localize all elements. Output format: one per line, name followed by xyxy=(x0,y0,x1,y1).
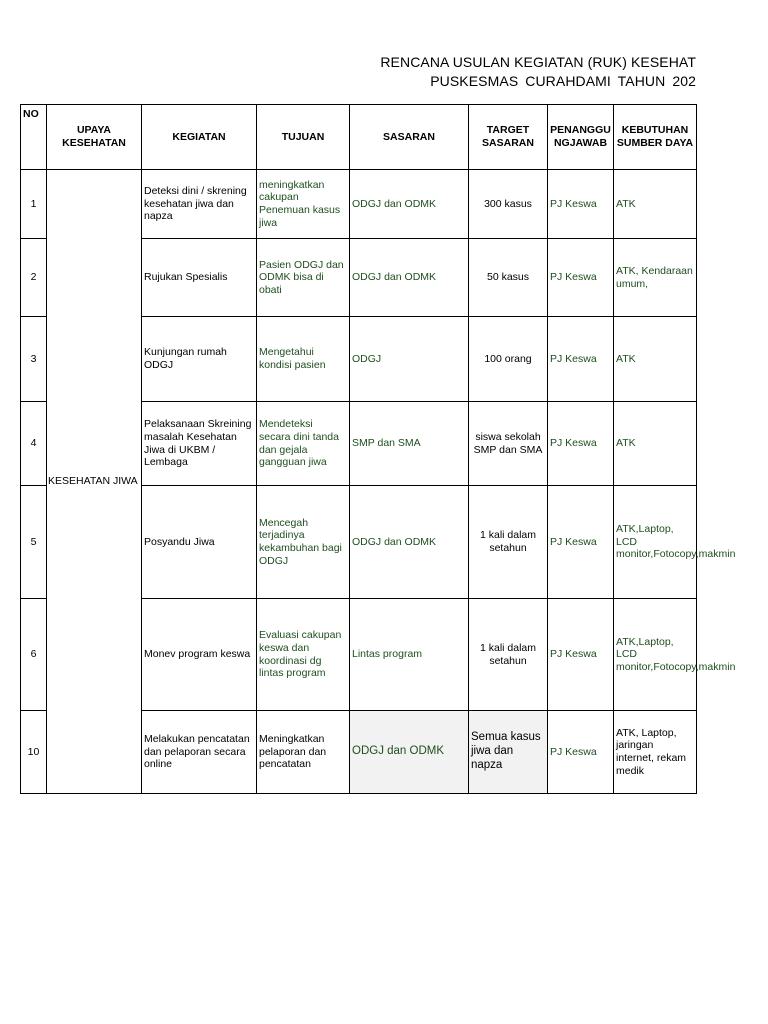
cell-sasaran: ODGJ dan ODMK xyxy=(350,170,469,239)
cell-tujuan: Mendeteksi secara dini tanda dan gejala gangguan jiwa xyxy=(257,402,350,486)
ruk-table xyxy=(20,104,736,794)
cell-kegiatan: Posyandu Jiwa xyxy=(142,486,257,599)
cell-kebutuhan: ATK xyxy=(614,170,697,239)
cell-tujuan: Mengetahui kondisi pasien xyxy=(257,317,350,402)
cell-pj: PJ Keswa xyxy=(548,486,614,599)
cell-target: siswa sekolah SMP dan SMA xyxy=(469,402,548,486)
cell-kegiatan: Rujukan Spesialis xyxy=(142,239,257,317)
header-row xyxy=(21,105,697,170)
col-header-no: NO xyxy=(21,105,47,170)
cell-tujuan: Evaluasi cakupan keswa dan koordinasi dg lintas program xyxy=(257,599,350,711)
cell-no: 1 xyxy=(21,170,47,239)
cell-target: 1 kali dalam setahun xyxy=(469,599,548,711)
cell-kebutuhan: ATK,Laptop, LCD monitor,Fotocopy,makmin xyxy=(614,599,697,711)
cell-no: 3 xyxy=(21,317,47,402)
cell-sasaran: ODGJ dan ODMK xyxy=(350,239,469,317)
cell-pj: PJ Keswa xyxy=(548,402,614,486)
cell-no: 10 xyxy=(21,711,47,794)
cell-no: 5 xyxy=(21,486,47,599)
cell-target: Semua kasus jiwa dan napza xyxy=(469,711,548,794)
cell-upaya: KESEHATAN JIWA xyxy=(47,170,142,794)
cell-kebutuhan: ATK,Laptop, LCD monitor,Fotocopy,makmin xyxy=(614,486,697,599)
cell-kebutuhan: ATK xyxy=(614,317,697,402)
cell-sasaran: ODGJ dan ODMK xyxy=(350,486,469,599)
col-header-upaya: UPAYA KESEHATAN xyxy=(47,105,142,170)
cell-kebutuhan: ATK xyxy=(614,402,697,486)
cell-kegiatan: Pelaksanaan Skreining masalah Kesehatan Jiwa di UKBM / Lembaga xyxy=(142,402,257,486)
cell-kegiatan: Monev program keswa xyxy=(142,599,257,711)
cell-no: 4 xyxy=(21,402,47,486)
table-row xyxy=(21,170,697,239)
cell-sasaran: ODGJ dan ODMK xyxy=(350,711,469,794)
cell-kegiatan: Deteksi dini / skrening kesehatan jiwa dan napza xyxy=(142,170,257,239)
cell-tujuan: meningkatkan cakupan Penemuan kasus jiwa xyxy=(257,170,350,239)
col-header-pj: PENANGGU NGJAWAB xyxy=(548,105,614,170)
cell-pj: PJ Keswa xyxy=(548,711,614,794)
cell-sasaran: Lintas program xyxy=(350,599,469,711)
col-header-sasaran: SASARAN xyxy=(350,105,469,170)
document-subtitle: PUSKESMAS CURAHDAMI TAHUN 202 xyxy=(430,73,696,89)
col-header-kegiatan: KEGIATAN xyxy=(142,105,257,170)
cell-tujuan: Pasien ODGJ dan ODMK bisa di obati xyxy=(257,239,350,317)
cell-tujuan: Meningkatkan pelaporan dan pencatatan xyxy=(257,711,350,794)
cell-sasaran: ODGJ xyxy=(350,317,469,402)
document-title: RENCANA USULAN KEGIATAN (RUK) KESEHAT xyxy=(380,54,696,70)
cell-kegiatan: Melakukan pencatatan dan pelaporan secara online xyxy=(142,711,257,794)
cell-pj: PJ Keswa xyxy=(548,599,614,711)
cell-pj: PJ Keswa xyxy=(548,317,614,402)
cell-no: 2 xyxy=(21,239,47,317)
cell-kegiatan: Kunjungan rumah ODGJ xyxy=(142,317,257,402)
cell-pj: PJ Keswa xyxy=(548,170,614,239)
cell-target: 1 kali dalam setahun xyxy=(469,486,548,599)
cell-no: 6 xyxy=(21,599,47,711)
cell-target: 50 kasus xyxy=(469,239,548,317)
col-header-target: TARGET SASARAN xyxy=(469,105,548,170)
cell-kebutuhan: ATK, Laptop, jaringan internet, rekam medik xyxy=(614,711,697,794)
cell-target: 300 kasus xyxy=(469,170,548,239)
cell-tujuan: Mencegah terjadinya kekambuhan bagi ODGJ xyxy=(257,486,350,599)
cell-kebutuhan: ATK, Kendaraan umum, xyxy=(614,239,697,317)
col-header-kebutuhan: KEBUTUHAN SUMBER DAYA xyxy=(614,105,697,170)
cell-sasaran: SMP dan SMA xyxy=(350,402,469,486)
cell-pj: PJ Keswa xyxy=(548,239,614,317)
col-header-tujuan: TUJUAN xyxy=(257,105,350,170)
cell-target: 100 orang xyxy=(469,317,548,402)
